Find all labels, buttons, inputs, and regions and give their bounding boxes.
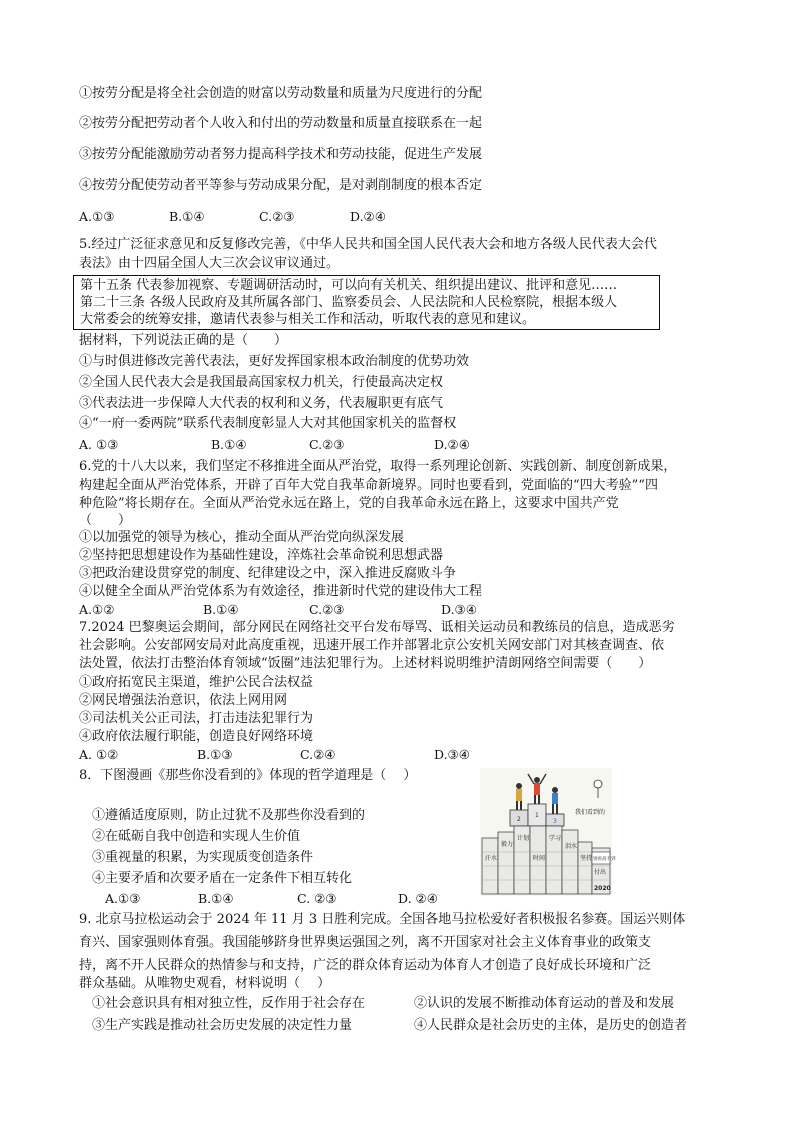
q5-option-d: D.②④ — [434, 437, 470, 452]
q6-option-b: B.①④ — [203, 602, 239, 617]
q5-material-line-1: 第十五条 代表参加视察、专题调研活动时，可以向有关机关、组织提出建议、批评和意见…… — [80, 278, 618, 293]
q6-stem-line-4: （ ） — [79, 513, 132, 528]
step-label-3: 计划 — [517, 835, 530, 842]
q5-material-box — [73, 275, 660, 330]
q8-option-d: D. ②④ — [398, 891, 438, 906]
q7-statement-2: ②网民增强法治意识，依法上网用网 — [79, 693, 288, 708]
q8-option-a: A.①③ — [105, 891, 141, 906]
q4-option-b: B.①④ — [169, 209, 205, 224]
q5-statement-3: ③代表法进一步保障人大代表的权利和义务，代表履职更有底气 — [79, 396, 444, 411]
podium-label-2: 2 — [517, 816, 521, 823]
podium-label-1: 1 — [535, 812, 539, 819]
step-label-5: 学习 — [549, 835, 562, 842]
q4-option-a: A.①③ — [79, 209, 115, 224]
cartoon-caption: 我们看到的 — [575, 809, 606, 816]
step-label-2: 毅力 — [501, 841, 514, 848]
q4-statement-4: ④按劳分配使劳动者平等参与劳动成果分配，是对剥削制度的根本否定 — [79, 178, 483, 193]
q7-option-a: A. ①② — [79, 747, 119, 762]
q5-material-line-2: 第二十三条 各级人民政府及其所属各部门、监察委员会、人民法院和人民检察院，根据本级人 — [80, 295, 618, 310]
q6-statement-2: ②坚持把思想建设作为基础性建设，淬炼社会革命锐利思想武器 — [79, 548, 444, 563]
step-label-1: 汗水 — [485, 855, 498, 862]
cartoon-illustration — [480, 768, 616, 896]
q5-stem-line-1: 5.经过广泛征求意见和反复修改完善，《中华人民共和国全国人民代表大会和地方各级人民代表大会代 — [79, 237, 657, 252]
q8-statement-1: ①遵循适度原则，防止过犹不及那些你没看到的 — [92, 808, 366, 823]
q6-stem-line-1: 6.党的十八大以来，我们坚定不移推进全面从严治党，取得一系列理论创新、实践创新、制度创新成果， — [79, 459, 677, 474]
q5-stem-line-2: 表法》由十四届全国人大三次会议审议通过。 — [79, 256, 340, 271]
q5-statement-2: ②全国人民代表大会是我国最高国家权力机关，行使最高决定权 — [79, 375, 444, 390]
q5-material-line-3: 大常委会的统筹安排，邀请代表参与相关工作和活动，听取代表的意见和建议。 — [80, 312, 536, 327]
q9-statement-1: ①社会意识具有相对独立性，反作用于社会存在 — [92, 996, 366, 1011]
q8-option-b: B.①④ — [198, 891, 234, 906]
q6-stem-line-3: 种危险”将长期存在。全面从严治党永远在路上，党的自我革命永远在路上，这要求中国共产党 — [79, 496, 619, 511]
q7-stem-line-2: 社会影响。公安部网安局对此高度重视，迅速开展工作并部署北京公安机关网安部门对其核查调查、依 — [79, 638, 665, 653]
q5-option-c: C.②③ — [309, 437, 345, 452]
q6-option-a: A.①② — [79, 602, 115, 617]
q8-stem: 8．下图漫画《那些你没看到的》体现的哲学道理是（ ） — [79, 768, 417, 783]
q8-statement-3: ③重视量的积累，为实现质变创造条件 — [92, 850, 314, 865]
step-label-7: 坚持 — [580, 855, 593, 862]
q4-statement-3: ③按劳分配能激励劳动者努力提高科学技术和劳动技能，促进生产发展 — [79, 147, 483, 162]
q9-stem-line-4: 群众基础。从唯物史观看，材料说明（ ） — [79, 976, 331, 991]
q5-option-a: A. ①③ — [79, 437, 119, 452]
cartoon-year: 2020 — [594, 885, 611, 892]
podium-label-3: 3 — [553, 818, 557, 825]
q7-statement-1: ①政府拓宽民主渠道，维护公民合法权益 — [79, 675, 314, 690]
q4-statement-1: ①按劳分配是将全社会创造的财富以劳动数量和质量为尺度进行的分配 — [79, 86, 483, 101]
q9-statement-4: ④人民群众是社会历史的主体，是历史的创造者 — [414, 1018, 688, 1033]
q5-question: 据材料，下列说法正确的是（ ） — [79, 333, 288, 348]
step-label-8: 付出 — [594, 869, 607, 876]
q6-option-d: D.③④ — [441, 602, 477, 617]
q5-statement-1: ①与时俱进修改完善代表法，更好发挥国家根本政治制度的优势功效 — [79, 354, 470, 369]
q8-option-c: C. ②③ — [297, 891, 337, 906]
q9-stem-line-3: 持，离不开人民群众的热情参与和支持，广泛的群众体育运动为体育人才创造了良好成长环境和广泛 — [79, 958, 652, 973]
step-label-6: 泪水 — [565, 843, 578, 850]
q6-stem-line-2: 构建起全面从严治党体系，开辟了百年大党自我革命新境界。同时也要看到，党面临的“四大考验”“四 — [79, 478, 658, 493]
q6-statement-1: ①以加强党的领导为核心，推动全面从严治党向纵深发展 — [79, 530, 405, 545]
q9-stem-line-1: 9. 北京马拉松运动会于 2024 年 11 月 3 日胜利完成。全国各地马拉松爱好者积极报名参赛。国运兴则体 — [79, 912, 686, 927]
q7-option-b: B.①③ — [197, 747, 233, 762]
q8-statement-2: ②在砥砺自我中创造和实现人生价值 — [92, 829, 301, 844]
q4-option-c: C.②③ — [259, 209, 295, 224]
q7-statement-3: ③司法机关公正司法，打击违法犯罪行为 — [79, 711, 314, 726]
q8-statement-4: ④主要矛盾和次要矛盾在一定条件下相互转化 — [92, 871, 353, 886]
q7-stem-line-1: 7.2024 巴黎奥运会期间，部分网民在网络社交平台发布辱骂、诋相关运动员和教练员的信息，造成恶劣 — [79, 620, 675, 635]
q5-statement-4: ④“一府一委两院”联系代表制度彰显人大对其他国家机关的监督权 — [79, 416, 457, 431]
cartoon-note: 别看高不到 — [593, 857, 616, 862]
q6-option-c: C.②③ — [309, 602, 345, 617]
q4-statement-2: ②按劳分配把劳动者个人收入和付出的劳动数量和质量直接联系在一起 — [79, 116, 483, 131]
q5-option-b: B.①④ — [211, 437, 247, 452]
q4-option-d: D.②④ — [350, 209, 386, 224]
q7-option-d: D.③④ — [434, 747, 470, 762]
q7-statement-4: ④政府依法履行职能，创造良好网络环境 — [79, 729, 314, 744]
q9-stem-line-2: 育兴、国家强则体育强。我国能够跻身世界奥运强国之列，离不开国家对社会主义体育事业的政策支 — [79, 935, 652, 950]
q6-statement-3: ③把政治建设贯穿党的制度、纪律建设之中，深入推进反腐败斗争 — [79, 566, 457, 581]
q9-statement-3: ③生产实践是推动社会历史发展的决定性力量 — [92, 1018, 353, 1033]
q7-stem-line-3: 法处置，依法打击整治体育领域“饭圈”违法犯罪行为。上述材料说明维护清朗网络空间需要（ ） — [79, 656, 652, 671]
q9-statement-2: ②认识的发展不断推动体育运动的普及和发展 — [414, 996, 675, 1011]
q7-option-c: C.②④ — [300, 747, 336, 762]
q6-statement-4: ④以健全全面从严治党体系为有效途径，推进新时代党的建设伟大工程 — [79, 584, 483, 599]
step-label-4: 时间 — [533, 855, 546, 862]
